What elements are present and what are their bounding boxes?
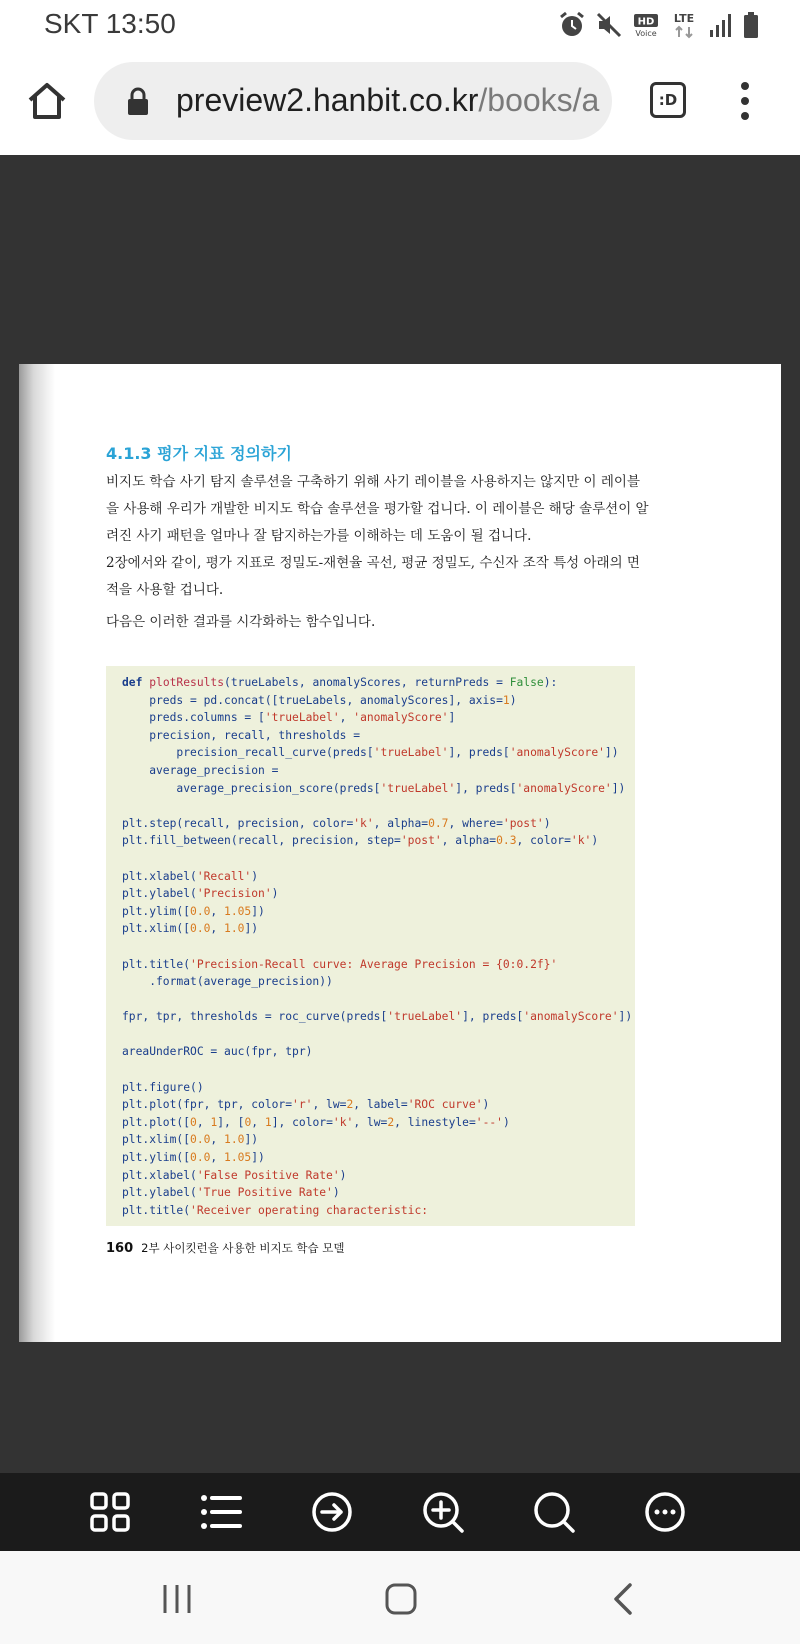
back-button[interactable] xyxy=(605,1579,645,1619)
more-vert-icon xyxy=(732,78,758,124)
zoom-in-button[interactable] xyxy=(421,1490,465,1534)
search-button[interactable] xyxy=(532,1490,576,1534)
code-line: plt.xlabel('Recall') xyxy=(122,869,259,883)
code-line: plt.ylabel('True Positive Rate') xyxy=(122,1186,340,1200)
home-nav-button[interactable] xyxy=(381,1579,421,1619)
hd-voice-icon xyxy=(632,12,660,38)
lock-icon xyxy=(126,86,150,116)
svg-text:Voice: Voice xyxy=(635,29,657,38)
code-block xyxy=(106,666,635,1226)
code-line: plt.title('Precision-Recall curve: Average Precision = {0:0.2f}' xyxy=(122,957,558,971)
code-line: plt.plot([0, 1], [0, 1], color='k', lw=2, linestyle='--') xyxy=(122,1115,510,1129)
footer-text: 2부 사이킷런을 사용한 비지도 학습 모델 xyxy=(141,1241,345,1255)
address-bar[interactable] xyxy=(94,62,612,140)
url-path: /books/a xyxy=(478,82,600,118)
code-line: plt.fill_between(recall, precision, step='post', alpha=0.3, color='k') xyxy=(122,834,599,848)
code-line: .format(average_precision)) xyxy=(122,975,333,989)
paragraph-1: 비지도 학습 사기 탐지 솔루션을 구축하기 위해 사기 레이블을 사용하지는 않지만 이 레이블을 사용해 우리가 개발한 비지도 학습 솔루션을 평가할 겁니다. 이 레이블은 해당 솔루션이 알려진 사기 패턴을 얼마나 잘 탐지하는가를 이해하는 데 도움이 될 겁니다. xyxy=(106,474,649,544)
search-icon xyxy=(532,1490,576,1534)
section-title: 평가 지표 정의하기 xyxy=(151,444,292,463)
svg-text:HD: HD xyxy=(637,16,655,28)
recent-apps-button[interactable] xyxy=(157,1579,197,1619)
code-line: preds = pd.concat([trueLabels, anomalyScores], axis=1) xyxy=(122,693,517,707)
lte-icon xyxy=(670,11,698,39)
code-line: plt.figure() xyxy=(122,1080,204,1094)
code-line: average_precision = xyxy=(122,763,279,777)
browser-toolbar xyxy=(0,50,800,155)
svg-text:LTE: LTE xyxy=(673,12,695,25)
goto-page-icon xyxy=(310,1490,354,1534)
zoom-in-icon xyxy=(421,1490,465,1534)
page-gutter-shadow xyxy=(19,364,55,1342)
toc-list-icon xyxy=(199,1490,243,1534)
thumbnails-icon xyxy=(88,1490,132,1534)
overflow-menu-button[interactable] xyxy=(732,78,758,124)
status-bar xyxy=(0,0,800,50)
signal-icon xyxy=(708,12,732,38)
viewer-toolbar xyxy=(0,1473,800,1551)
code-line: def plotResults(trueLabels, anomalyScores, returnPreds = False): xyxy=(122,676,558,689)
code-line: preds.columns = ['trueLabel', 'anomalyScore'] xyxy=(122,711,456,725)
book-page xyxy=(19,364,781,1342)
code-line: plt.plot(fpr, tpr, color='r', lw=2, label='ROC curve') xyxy=(122,1098,490,1112)
mute-icon xyxy=(596,12,622,38)
code-listing xyxy=(122,674,632,1219)
code-line: plt.ylim([0.0, 1.05]) xyxy=(122,904,265,918)
tab-switcher-button[interactable]: :D xyxy=(650,82,686,118)
more-options-button[interactable] xyxy=(643,1490,687,1534)
url-text xyxy=(176,82,599,119)
toc-button[interactable] xyxy=(199,1490,243,1534)
code-line: precision_recall_curve(preds['trueLabel'], preds['anomalyScore']) xyxy=(122,746,619,760)
paragraph-2: 2장에서와 같이, 평가 지표로 정밀도-재현율 곡선, 평균 정밀도, 수신자 조작 특성 아래의 면적을 사용할 겁니다. xyxy=(106,555,640,598)
code-line: fpr, tpr, thresholds = roc_curve(preds['trueLabel'], preds['anomalyScore']) xyxy=(122,1010,633,1024)
paragraph-3: 다음은 이러한 결과를 시각화하는 함수입니다. xyxy=(106,614,376,630)
code-line: areaUnderROC = auc(fpr, tpr) xyxy=(122,1045,313,1059)
code-line: plt.ylim([0.0, 1.05]) xyxy=(122,1151,265,1165)
back-icon xyxy=(605,1579,645,1619)
code-line: average_precision_score(preds['trueLabel'], preds['anomalyScore']) xyxy=(122,781,626,795)
url-host: preview2.hanbit.co.kr xyxy=(176,82,479,118)
code-line: plt.xlim([0.0, 1.0]) xyxy=(122,1133,259,1147)
home-icon xyxy=(24,78,70,124)
code-line: plt.xlabel('False Positive Rate') xyxy=(122,1168,347,1182)
code-line: precision, recall, thresholds = xyxy=(122,728,361,742)
code-line: plt.ylabel('Precision') xyxy=(122,887,279,901)
code-line: plt.xlim([0.0, 1.0]) xyxy=(122,922,259,936)
page-footer xyxy=(106,1240,344,1256)
goto-page-button[interactable] xyxy=(310,1490,354,1534)
alarm-icon xyxy=(558,11,586,39)
home-button[interactable] xyxy=(24,78,70,124)
carrier-time: SKT 13:50 xyxy=(44,8,176,39)
document-viewer[interactable] xyxy=(0,155,800,1473)
more-icon xyxy=(643,1490,687,1534)
system-navigation-bar xyxy=(0,1551,800,1644)
recent-apps-icon xyxy=(157,1579,197,1619)
page-number: 160 xyxy=(106,1241,134,1256)
code-line: plt.title('Receiver operating characteristic: xyxy=(122,1203,429,1217)
section-number: 4.1.3 xyxy=(106,444,152,463)
home-icon xyxy=(381,1579,421,1619)
thumbnails-button[interactable] xyxy=(88,1490,132,1534)
status-icons xyxy=(558,10,760,40)
battery-icon xyxy=(742,11,760,39)
code-line: plt.step(recall, precision, color='k', alpha=0.7, where='post') xyxy=(122,816,551,830)
section-heading xyxy=(106,441,292,464)
